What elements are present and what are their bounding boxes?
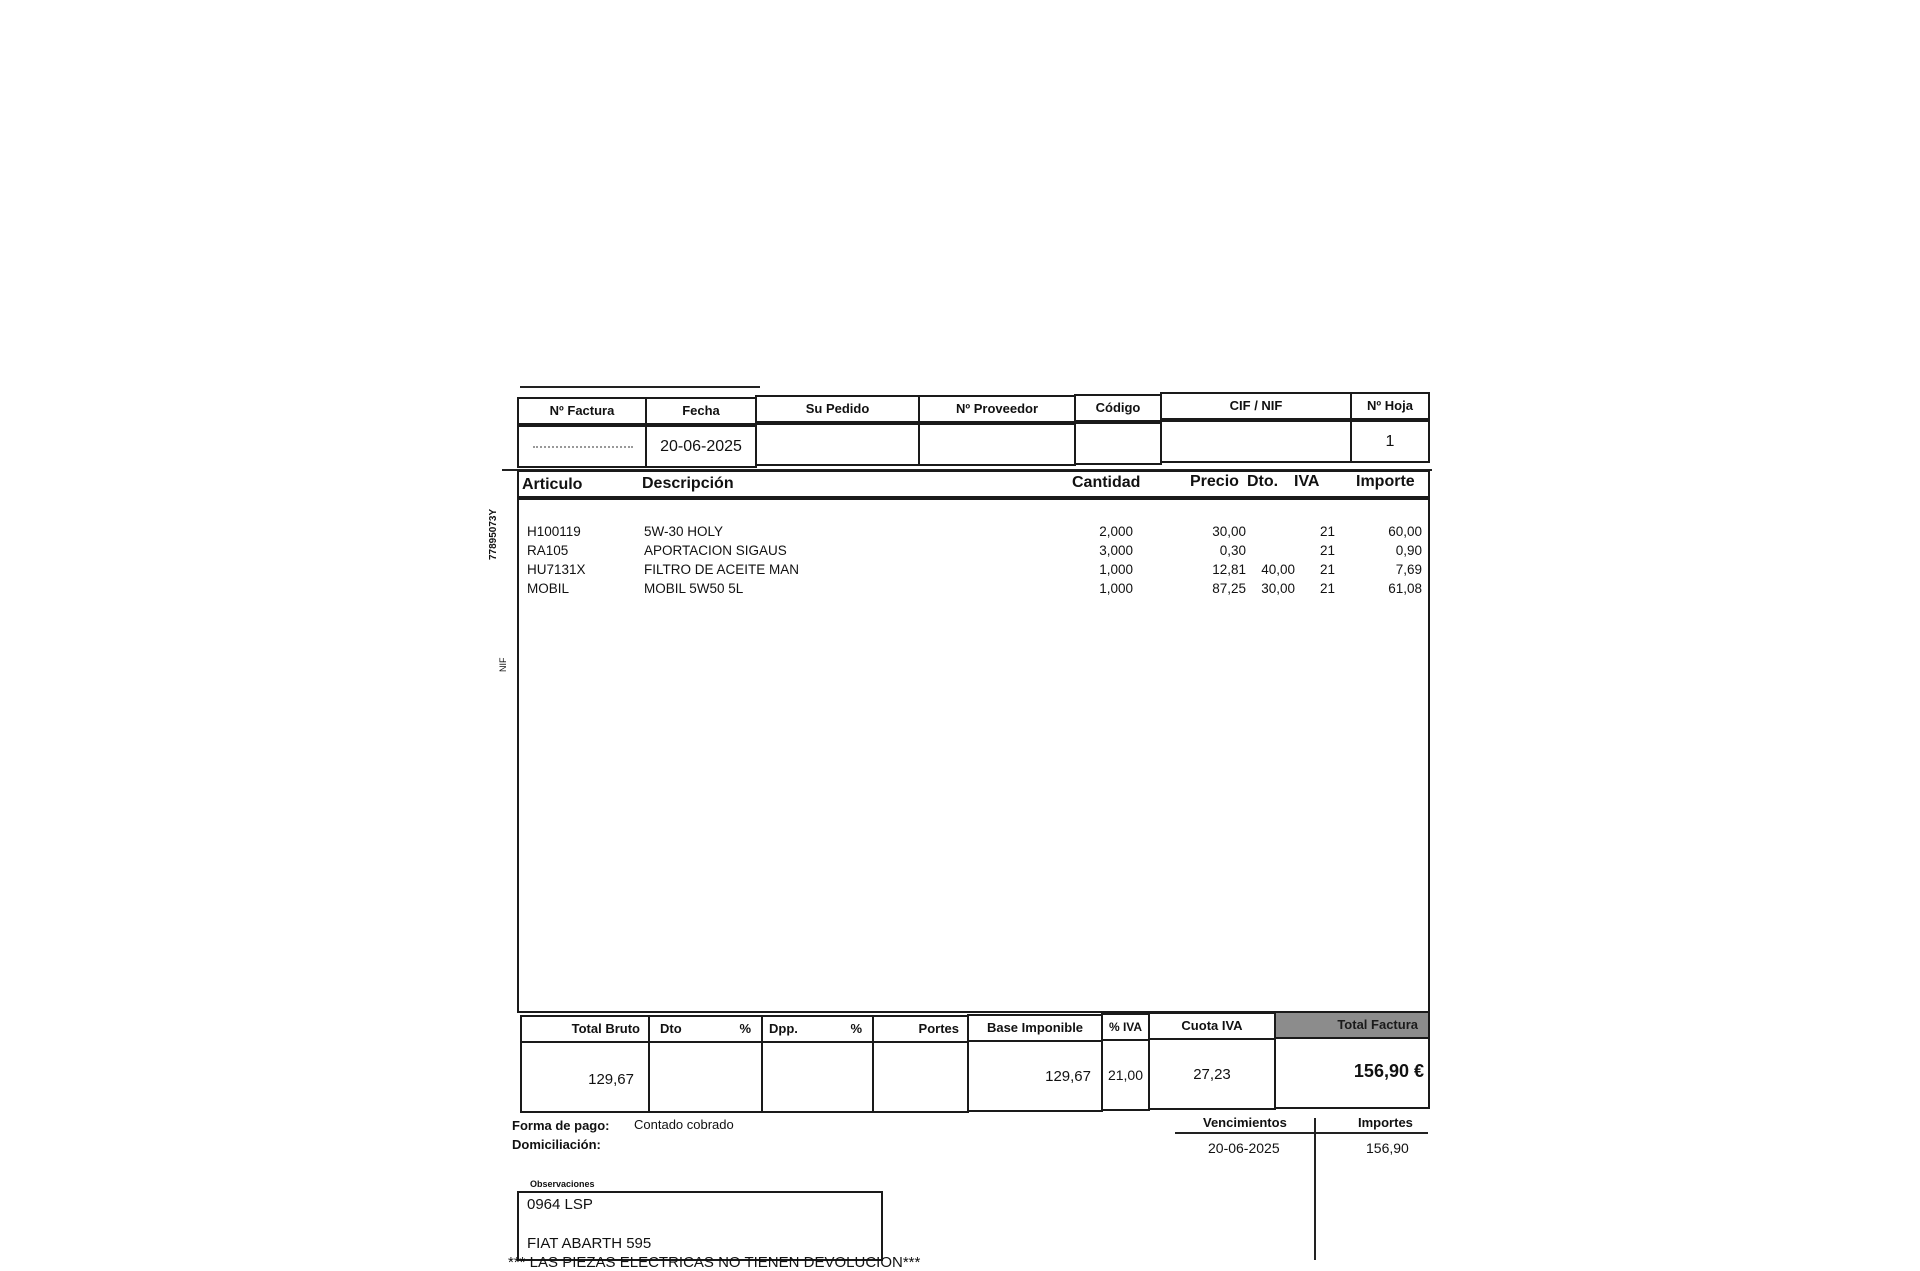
vat-pct-label-cell bbox=[1101, 1013, 1150, 1041]
margin-vertical-text bbox=[488, 509, 499, 560]
date-label: Fecha bbox=[682, 403, 720, 418]
item-description: FILTRO DE ACEITE MAN bbox=[644, 562, 800, 577]
code-value-cell bbox=[1074, 422, 1162, 465]
col-description-header: Descripción bbox=[642, 475, 734, 492]
item-quantity: 1,000 bbox=[1099, 581, 1133, 596]
item-amount: 7,69 bbox=[1395, 562, 1422, 577]
dto-label-cell bbox=[648, 1015, 763, 1043]
invoice-no-label-cell bbox=[517, 397, 647, 425]
item-description: APORTACION SIGAUS bbox=[644, 543, 787, 558]
dto-pct-label: % bbox=[739, 1021, 751, 1036]
item-amount: 61,08 bbox=[1388, 581, 1422, 596]
supplier-no-label: Nº Proveedor bbox=[955, 401, 1039, 416]
your-order-label-cell bbox=[755, 395, 920, 423]
margin-nif: NIF bbox=[498, 657, 508, 672]
supplier-no-label-cell bbox=[918, 395, 1076, 423]
col-amount-header: Importe bbox=[1356, 473, 1415, 490]
item-discount: 30,00 bbox=[1261, 581, 1295, 596]
invoice-total-label-cell bbox=[1274, 1011, 1430, 1039]
item-article: HU7131X bbox=[527, 562, 586, 577]
dto-value-cell bbox=[648, 1041, 763, 1113]
item-price: 0,30 bbox=[1219, 543, 1246, 558]
item-row bbox=[519, 581, 1428, 600]
item-row bbox=[519, 543, 1428, 562]
shipping-label-cell bbox=[872, 1015, 969, 1043]
sheet-no-label-cell bbox=[1350, 392, 1430, 420]
gross-value-cell bbox=[520, 1041, 650, 1113]
item-amount: 60,00 bbox=[1388, 524, 1422, 539]
cif-nif-value-cell bbox=[1160, 420, 1352, 463]
due-header-rule bbox=[1175, 1132, 1428, 1134]
vat-pct-value: 21,00 bbox=[1107, 1067, 1144, 1083]
domiciliation-label: Domiciliación: bbox=[512, 1137, 601, 1152]
sheet-no-value-cell bbox=[1350, 420, 1430, 463]
sheet-no-value: 1 bbox=[1385, 433, 1395, 450]
observation-line-1: 0964 LSP bbox=[527, 1196, 593, 1213]
item-vat: 21 bbox=[1319, 524, 1335, 539]
taxable-base-label-cell bbox=[967, 1014, 1103, 1042]
margin-vertical-text-2 bbox=[498, 658, 508, 673]
observations-box bbox=[517, 1191, 883, 1261]
margin-id: 77895073Y bbox=[488, 508, 499, 560]
item-row bbox=[519, 562, 1428, 581]
payment-method-value: Contado cobrado bbox=[634, 1117, 734, 1132]
col-quantity-header: Cantidad bbox=[1072, 474, 1141, 491]
dpp-value-cell bbox=[761, 1041, 874, 1113]
gross-label-cell bbox=[520, 1015, 650, 1043]
observation-line-2: FIAT ABARTH 595 bbox=[527, 1235, 652, 1252]
invoice-no-value-cell bbox=[517, 425, 647, 468]
item-vat: 21 bbox=[1319, 543, 1335, 558]
col-discount-header: Dto. bbox=[1247, 473, 1279, 490]
cif-nif-label-cell bbox=[1160, 392, 1352, 420]
shipping-value-cell bbox=[872, 1041, 969, 1113]
item-price: 12,81 bbox=[1212, 562, 1246, 577]
item-discount: 40,00 bbox=[1261, 562, 1295, 577]
invoice-no-label: Nº Factura bbox=[549, 403, 615, 418]
date-label-cell bbox=[645, 397, 757, 425]
date-value-cell bbox=[645, 425, 757, 468]
item-article: MOBIL bbox=[527, 581, 570, 596]
invoice-total-label: Total Factura bbox=[1337, 1017, 1418, 1032]
item-article: H100119 bbox=[527, 524, 581, 539]
supplier-no-value-cell bbox=[918, 423, 1076, 466]
due-amount-value: 156,90 bbox=[1366, 1140, 1409, 1156]
item-price: 30,00 bbox=[1212, 524, 1246, 539]
dpp-label: Dpp. bbox=[769, 1021, 798, 1036]
invoice-total-value-cell bbox=[1274, 1037, 1430, 1109]
redacted-mark bbox=[533, 446, 633, 451]
observations-label: Observaciones bbox=[530, 1179, 595, 1189]
vat-amount-label: Cuota IVA bbox=[1181, 1018, 1243, 1033]
taxable-base-value-cell bbox=[967, 1040, 1103, 1112]
vat-pct-label: % IVA bbox=[1108, 1020, 1143, 1034]
item-description: 5W-30 HOLY bbox=[644, 524, 724, 539]
vat-pct-value-cell bbox=[1101, 1039, 1150, 1111]
your-order-value-cell bbox=[755, 423, 920, 466]
item-quantity: 1,000 bbox=[1099, 562, 1133, 577]
date-value: 20-06-2025 bbox=[660, 438, 742, 455]
footer-note: *** LAS PIEZAS ELECTRICAS NO TIENEN DEVOLUCION*** bbox=[508, 1254, 921, 1271]
vat-amount-value-cell bbox=[1148, 1038, 1276, 1110]
item-price: 87,25 bbox=[1212, 581, 1246, 596]
due-dates-label: Vencimientos bbox=[1203, 1115, 1287, 1130]
items-body bbox=[517, 498, 1430, 1013]
col-article-header: Articulo bbox=[522, 476, 583, 493]
taxable-base-label: Base Imponible bbox=[986, 1020, 1084, 1035]
item-amount: 0,90 bbox=[1395, 543, 1422, 558]
gross-label: Total Bruto bbox=[571, 1021, 640, 1036]
due-column-divider bbox=[1314, 1118, 1316, 1260]
code-label: Código bbox=[1095, 400, 1141, 415]
col-vat-header: IVA bbox=[1294, 473, 1320, 490]
vat-amount-value: 27,23 bbox=[1193, 1066, 1231, 1083]
taxable-base-value: 129,67 bbox=[1045, 1068, 1091, 1085]
cif-nif-label: CIF / NIF bbox=[1229, 398, 1283, 413]
payment-method-label: Forma de pago: bbox=[512, 1118, 610, 1133]
item-quantity: 2,000 bbox=[1099, 524, 1133, 539]
invoice-total-value: 156,90 € bbox=[1353, 1061, 1424, 1081]
shipping-label: Portes bbox=[918, 1021, 959, 1036]
item-row bbox=[519, 524, 1428, 543]
item-vat: 21 bbox=[1319, 562, 1335, 577]
vat-amount-label-cell bbox=[1148, 1012, 1276, 1040]
items-header-bar bbox=[517, 470, 1430, 498]
top-rule bbox=[520, 386, 760, 388]
item-vat: 21 bbox=[1319, 581, 1335, 596]
sheet-no-label: Nº Hoja bbox=[1367, 398, 1413, 413]
code-label-cell bbox=[1074, 394, 1162, 422]
your-order-label: Su Pedido bbox=[805, 401, 870, 416]
due-date-value: 20-06-2025 bbox=[1208, 1140, 1280, 1156]
item-description: MOBIL 5W50 5L bbox=[644, 581, 744, 596]
item-article: RA105 bbox=[527, 543, 569, 558]
col-price-header: Precio bbox=[1190, 473, 1239, 490]
due-amounts-label: Importes bbox=[1358, 1115, 1413, 1130]
dpp-label-cell bbox=[761, 1015, 874, 1043]
gross-value: 129,67 bbox=[588, 1071, 634, 1088]
dto-label: Dto bbox=[660, 1021, 682, 1036]
item-quantity: 3,000 bbox=[1099, 543, 1133, 558]
dpp-pct-label: % bbox=[850, 1021, 862, 1036]
